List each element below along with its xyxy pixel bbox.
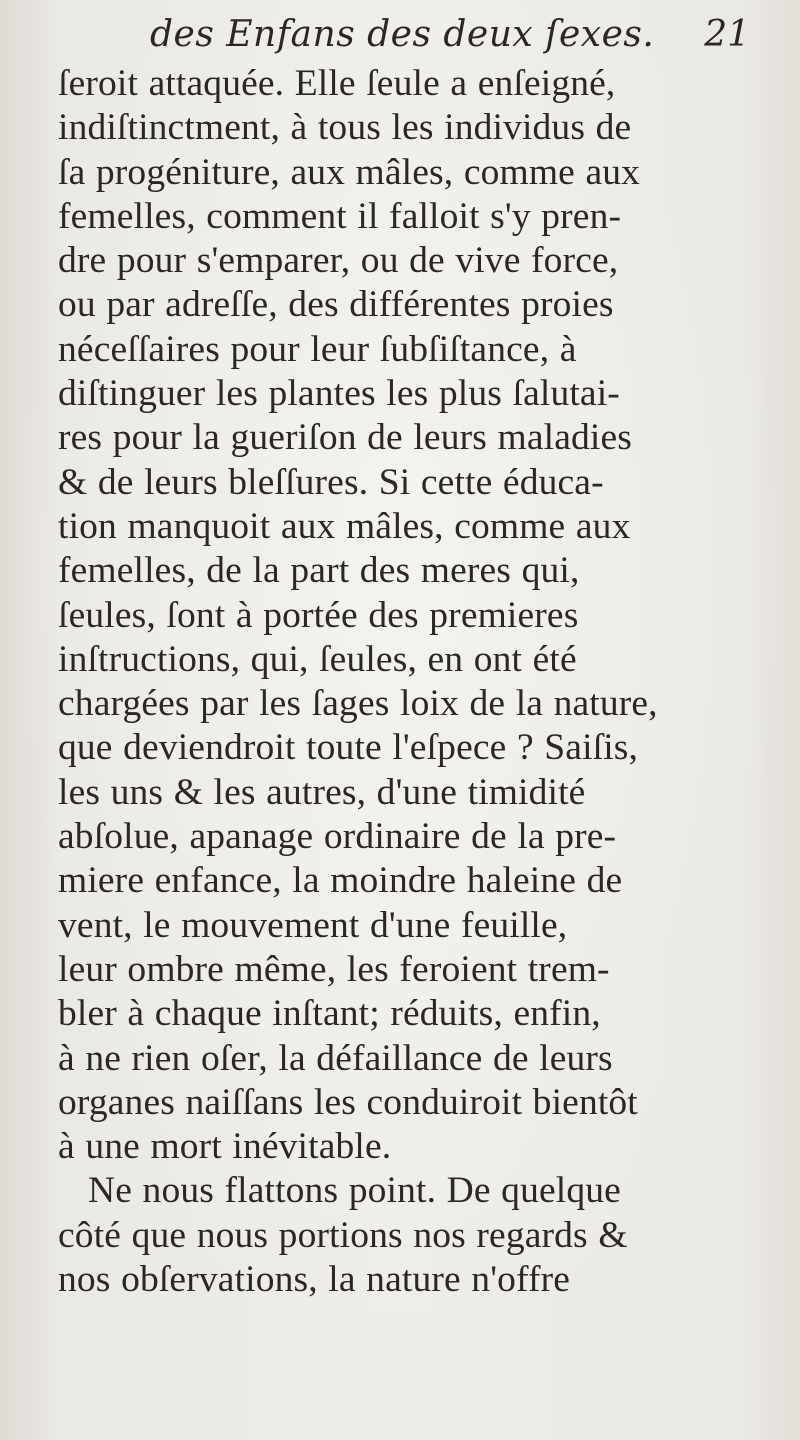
running-title: des Enfans des deux ſexes. xyxy=(150,14,655,55)
text-line: femelles, comment il falloit s'y pren- xyxy=(58,195,622,237)
paragraph-start-line: Ne nous flattons point. De quelque xyxy=(88,1170,621,1212)
text-line: ou par adreſſe, des différentes proies xyxy=(58,284,614,326)
text-line: femelles, de la part des meres qui, xyxy=(58,550,580,592)
text-line: vent, le mouvement d'une feuille, xyxy=(58,904,568,946)
text-line: leur ombre même, les feroient trem- xyxy=(58,948,610,990)
text-line: organes naiſſans les conduiroit bientôt xyxy=(58,1081,638,1123)
text-line: à ne rien oſer, la défaillance de leurs xyxy=(58,1037,613,1079)
text-line: dre pour s'emparer, ou de vive force, xyxy=(58,240,619,282)
text-line: res pour la gueriſon de leurs maladies xyxy=(58,417,633,459)
text-line: néceſſaires pour leur ſubſiſtance, à xyxy=(58,328,577,370)
text-line: tion manquoit aux mâles, comme aux xyxy=(58,505,631,547)
text-line: ſeroit attaquée. Elle ſeule a enſeigné, xyxy=(58,63,616,104)
text-line: indiſtinctment, à tous les individus de xyxy=(58,107,632,149)
text-line: bler à chaque inſtant; réduits, enfin, xyxy=(58,993,601,1035)
text-line: ſa progéniture, aux mâles, comme aux xyxy=(58,151,641,193)
text-line: inſtructions, qui, ſeules, en ont été xyxy=(58,638,577,680)
text-line: les uns & les autres, d'une timidité xyxy=(58,771,586,813)
text-line: que deviendroit toute l'eſpece ? Saiſis, xyxy=(58,727,639,769)
body-text xyxy=(58,62,778,1302)
text-line: diſtinguer les plantes les plus ſalutai- xyxy=(58,373,620,415)
text-line: ſeules, ſont à portée des premieres xyxy=(58,594,579,636)
text-line: & de leurs bleſſures. Si cette éduca- xyxy=(58,461,604,503)
page-number: 21 xyxy=(704,14,750,55)
text-line: à une mort inévitable. xyxy=(58,1126,392,1168)
text-line: côté que nous portions nos regards & xyxy=(58,1214,628,1256)
text-line: miere enfance, la moindre haleine de xyxy=(58,860,623,902)
text-line: chargées par les ſages loix de la nature, xyxy=(58,683,658,725)
text-line: nos obſervations, la nature n'offre xyxy=(58,1259,571,1301)
text-line: abſolue, apanage ordinaire de la pre- xyxy=(58,816,617,858)
